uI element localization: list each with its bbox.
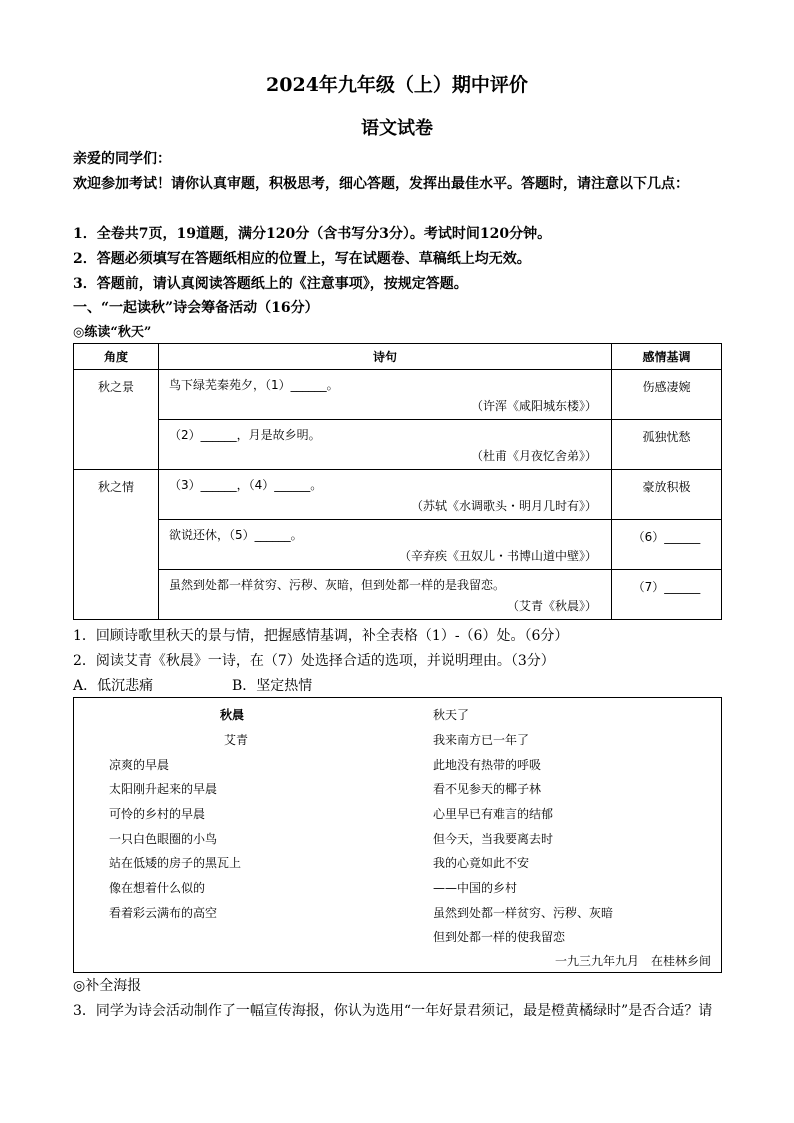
poem-line: 但今天，当我要离去时 <box>433 832 554 846</box>
welcome-text: 欢迎参加考试！请你认真审题，积极思考，细心答题，发挥出最佳水平。答题时，请注意以下几点： <box>73 176 689 192</box>
verse-cell <box>159 570 612 620</box>
poem-line: 太阳刚升起来的早晨 <box>109 782 218 796</box>
question-1: 1．回顾诗歌里秋天的景与情，把握感情基调，补全表格（1）-（6）处。（6分） <box>73 628 569 644</box>
header-emotion: 感情基调 <box>612 344 722 370</box>
table-row <box>74 570 722 620</box>
table-row <box>74 470 722 520</box>
verse-cell <box>159 420 612 470</box>
poem-line: 像在想着什么似的 <box>109 881 206 895</box>
question-2: 2．阅读艾青《秋晨》一诗，在（7）处选择合适的选项，并说明理由。（3分） <box>73 653 555 669</box>
emotion-cell: 豪放积极 <box>612 470 722 520</box>
poem-author: 艾青 <box>224 733 249 747</box>
verse-source: （艾青《秋晨》） <box>506 599 597 613</box>
verse-cell <box>159 470 612 520</box>
subsection-practice: ◎练读“秋天” <box>73 325 152 340</box>
poem-line: 但到处都一样的使我留恋 <box>433 930 566 944</box>
poem-line: ——中国的乡村 <box>433 881 518 895</box>
poem-line: 凉爽的早晨 <box>109 758 170 772</box>
category-autumn-scene: 秋之景 <box>74 370 159 470</box>
note-3: 3．答题前，请认真阅读答题纸上的《注意事项》，按规定答题。 <box>73 276 468 292</box>
table-row <box>74 520 722 570</box>
verse-source: （许浑《咸阳城东楼》） <box>470 399 597 413</box>
option-b: B．坚定热情 <box>232 678 313 694</box>
poem-line: 心里早已有难言的结郁 <box>433 807 554 821</box>
table-header-row <box>74 344 722 370</box>
poem-title: 秋晨 <box>220 708 245 722</box>
poem-line: 看着彩云满布的高空 <box>109 906 218 920</box>
poem-line: 一只白色眼圈的小鸟 <box>109 832 218 846</box>
verse-text: 鸟下绿芜秦苑夕，（1）______。 <box>169 378 339 392</box>
emotion-cell: （6）______ <box>612 520 722 570</box>
poem-line: 此地没有热带的呼吸 <box>433 758 542 772</box>
verse-text: 虽然到处都一样贫穷、污秽、灰暗，但到处都一样的是我留恋。 <box>169 578 506 592</box>
emotion-cell: 孤独忧愁 <box>612 420 722 470</box>
poem-line: 看不见参天的椰子林 <box>433 782 542 796</box>
header-verse: 诗句 <box>159 344 612 370</box>
category-autumn-feeling: 秋之情 <box>74 470 159 620</box>
poetry-table <box>73 343 722 620</box>
table-row <box>74 420 722 470</box>
note-1: 1．全卷共7页，19道题，满分120分（含书写分3分）。考试时间120分钟。 <box>73 226 552 242</box>
subsection-poster: ◎补全海报 <box>73 978 142 994</box>
page-subtitle: 语文试卷 <box>361 118 433 139</box>
verse-source: （苏轼《水调歌头・明月几时有》） <box>410 499 597 513</box>
page-title: 2024年九年级（上）期中评价 <box>266 74 528 96</box>
poem-line: 可怜的乡村的早晨 <box>109 807 206 821</box>
poem-line: 秋天了 <box>433 708 470 722</box>
emotion-cell: 伤感凄婉 <box>612 370 722 420</box>
verse-source: （杜甫《月夜忆舍弟》） <box>470 449 597 463</box>
section-heading: 一、“一起读秋”诗会筹备活动（16分） <box>73 300 319 316</box>
poem-box <box>73 697 722 973</box>
verse-source: （辛弃疾《丑奴儿・书博山道中壁》） <box>398 549 597 563</box>
option-a: A．低沉悲痛 <box>73 678 154 694</box>
header-angle: 角度 <box>74 344 159 370</box>
verse-cell <box>159 370 612 420</box>
table-row <box>74 370 722 420</box>
poem-line: 我来南方已一年了 <box>433 733 530 747</box>
verse-cell <box>159 520 612 570</box>
emotion-cell: （7）______ <box>612 570 722 620</box>
greeting: 亲爱的同学们： <box>73 151 171 167</box>
question-3: 3．同学为诗会活动制作了一幅宣传海报，你认为选用“一年好景君须记，最是橙黄橘绿时”是否合适？请 <box>73 1003 713 1019</box>
poem-line: 站在低矮的房子的黑瓦上 <box>109 856 242 870</box>
poem-date: 一九三九年九月 在桂林乡间 <box>554 954 711 968</box>
note-2: 2．答题必须填写在答题纸相应的位置上，写在试题卷、草稿纸上均无效。 <box>73 251 531 267</box>
poem-line: 我的心竟如此不安 <box>433 856 530 870</box>
verse-text: （3）______，（4）______。 <box>169 478 323 492</box>
verse-text: 欲说还休，（5）______。 <box>169 528 303 542</box>
poem-line: 虽然到处都一样贫穷、污秽、灰暗 <box>433 906 614 920</box>
verse-text: （2）______，月是故乡明。 <box>169 428 321 442</box>
